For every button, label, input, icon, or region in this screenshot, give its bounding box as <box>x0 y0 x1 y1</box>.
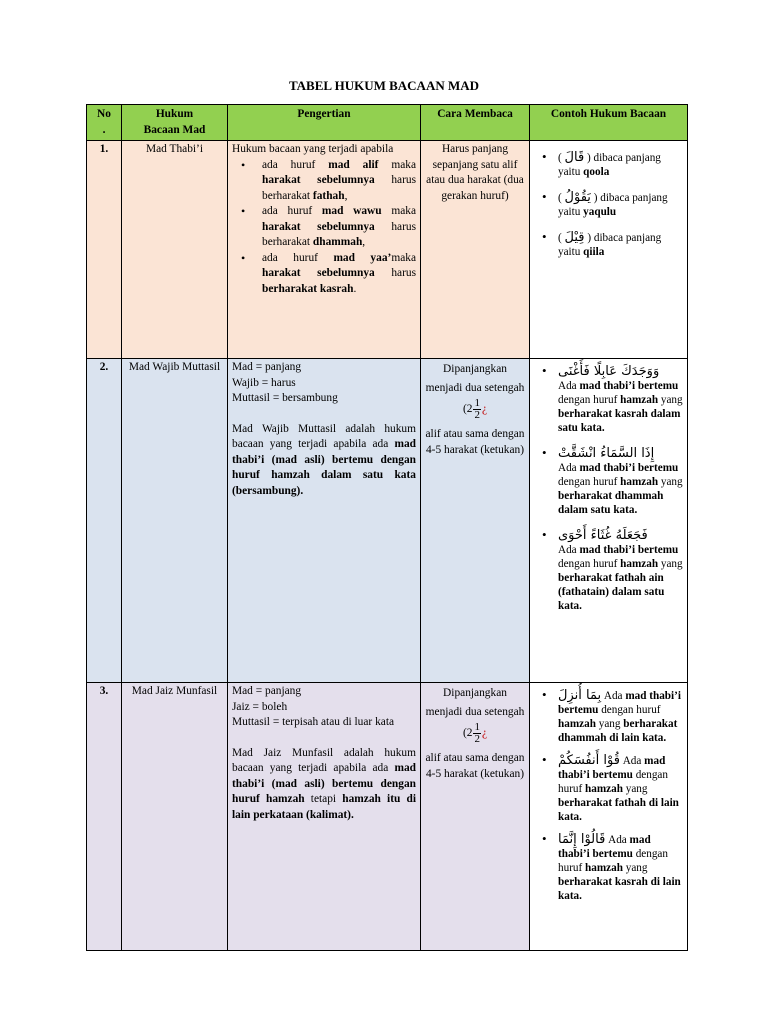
arabic-text: قُوْا أَنفُسَكُمْ <box>558 753 620 768</box>
definition-paragraph: Mad Wajib Muttasil adalah hukum bacaan yang terjadi apabila ada mad thabi’i (mad asli) bertemu dengan huruf hamzah dalam satu kata (bersambung). <box>232 422 416 497</box>
pengertian-cell <box>228 683 421 951</box>
arabic-text: قَالَ <box>564 150 585 165</box>
definition-line: Wajib = harus <box>232 376 296 389</box>
arabic-text: وَوَجَدَكَ عَابِلًا فَأَغْنَى <box>558 364 660 379</box>
definition-item: • ada huruf mad yaa’maka harakat sebelumnya harus berharakat kasrah. <box>262 251 416 298</box>
error-marker: ¿ <box>481 403 488 416</box>
arabic-text: بِمَا أُنزِلَ <box>558 688 602 703</box>
definition-line: Jaiz = boleh <box>232 700 288 713</box>
example-item: • إِذَا السَّمَاءُ انْشَقَّتْ Ada mad thabi’i bertemu dengan huruf hamzah yang berharakat dhammah dalam satu kata. <box>542 445 683 516</box>
arabic-text: قَالُوْا إِنَّمَا <box>558 832 606 847</box>
cara-membaca: Dipanjangkan menjadi dua setengah (2 $\frac{1}{2}$ ¿ alif atau sama dengan 4-5 harakat (ketukan) <box>421 683 530 951</box>
row-number: 2. <box>87 359 122 683</box>
definition-line: Muttasil = bersambung <box>232 392 338 404</box>
mad-rules-table <box>86 104 688 951</box>
fraction-half: $\frac{1}{2}$ <box>474 721 480 745</box>
hukum-name: Mad Wajib Muttasil <box>122 359 228 683</box>
fraction-half: $\frac{1}{2}$ <box>474 397 480 421</box>
example-item: • فَجَعَلَهُ غُثَاءً أَحْوَى Ada mad thabi’i bertemu dengan huruf hamzah yang berharakat fathah ain (fathatain) dalam satu kata. <box>542 527 683 612</box>
example-item: • ( قِيْلَ ) dibaca panjang yaitu qiila <box>542 229 662 258</box>
example-item: • قُوْا أَنفُسَكُمْ Ada mad thabi’i bertemu dengan huruf hamzah yang berharakat fathah di lain kata. <box>542 752 679 823</box>
arabic-text: فَجَعَلَهُ غُثَاءً أَحْوَى <box>558 528 648 543</box>
example-item: • قَالُوْا إِنَّمَا Ada mad thabi’i bertemu dengan huruf hamzah yang berharakat kasrah di lain kata. <box>542 831 681 902</box>
header-row <box>87 105 688 141</box>
definition-line: Mad = panjang <box>232 685 302 697</box>
definition-line: Muttasil = terpisah atau di luar kata <box>232 716 395 728</box>
definition-paragraph: Mad Jaiz Munfasil adalah hukum bacaan yang terjadi apabila ada mad thabi’i (mad asli) bertemu dengan huruf hamzah tetapi hamzah itu di lain perkataan (kalimat). <box>232 746 416 821</box>
contoh-cell <box>530 141 688 359</box>
hukum-name: Mad Jaiz Munfasil <box>122 683 228 951</box>
contoh-cell <box>530 359 688 683</box>
table-row <box>87 683 688 951</box>
header-pengertian: Pengertian <box>228 105 421 141</box>
definition-item: • ada huruf mad alif maka harakat sebelumnya harus berharakat fathah, <box>262 158 416 205</box>
definition-item: • ada huruf mad wawu maka harakat sebelumnya harus berharakat dhammah, <box>262 204 416 251</box>
header-no: No . <box>87 105 122 141</box>
pengertian-cell <box>228 141 421 359</box>
pengertian-cell <box>228 359 421 683</box>
row-number: 3. <box>87 683 122 951</box>
example-item: • ( يَقُوْلُ ) dibaca panjang yaitu yaqulu <box>542 189 668 218</box>
arabic-text: إِذَا السَّمَاءُ انْشَقَّتْ <box>558 446 655 461</box>
example-item: • وَوَجَدَكَ عَابِلًا فَأَغْنَى Ada mad thabi’i bertemu dengan huruf hamzah yang berharakat kasrah dalam satu kata. <box>542 363 683 434</box>
header-hukum: Hukum Bacaan Mad <box>122 105 228 141</box>
table-row <box>87 141 688 359</box>
example-item: • ( قَالَ ) dibaca panjang yaitu qoola <box>542 149 661 178</box>
header-cara: Cara Membaca <box>421 105 530 141</box>
table-row <box>87 359 688 683</box>
arabic-text: قِيْلَ <box>564 230 585 245</box>
cara-membaca: Dipanjangkan menjadi dua setengah (2 $\frac{1}{2}$ ¿ alif atau sama dengan 4-5 harakat (ketukan) <box>421 359 530 683</box>
definition-line: Mad = panjang <box>232 361 302 373</box>
page-title: TABEL HUKUM BACAAN MAD <box>288 78 480 93</box>
definition-list <box>232 158 416 298</box>
pengertian-intro: Hukum bacaan yang terjadi apabila <box>232 143 394 155</box>
error-marker: ¿ <box>481 727 488 740</box>
cara-membaca: Harus panjang sepanjang satu alif atau dua harakat (dua gerakan huruf) <box>421 141 530 359</box>
row-number: 1. <box>87 141 122 359</box>
contoh-cell <box>530 683 688 951</box>
example-item: • بِمَا أُنزِلَ Ada mad thabi’i bertemu dengan huruf hamzah yang berharakat dhammah di lain kata. <box>542 687 681 744</box>
hukum-name: Mad Thabi’i <box>122 141 228 359</box>
header-contoh: Contoh Hukum Bacaan <box>530 105 688 141</box>
arabic-text: يَقُوْلُ <box>564 190 591 205</box>
